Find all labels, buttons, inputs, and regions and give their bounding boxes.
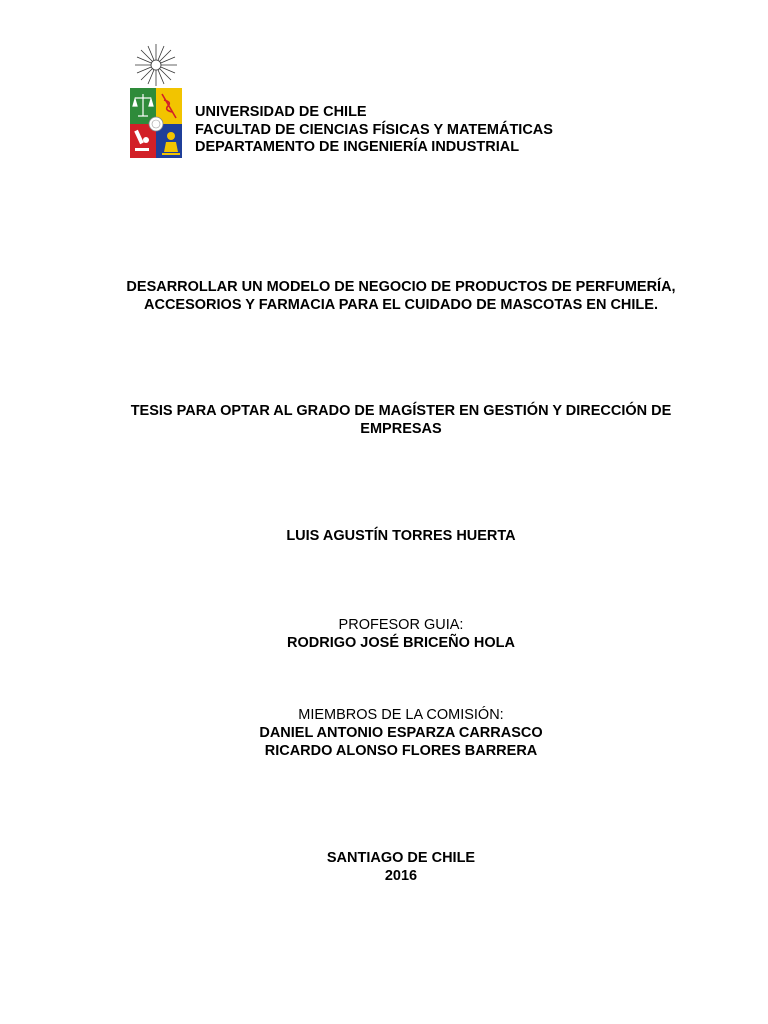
thesis-title: [0, 278, 768, 314]
committee-member: RICARDO ALONSO FLORES BARRERA: [264, 743, 538, 759]
degree-line-2: EMPRESAS: [360, 421, 442, 437]
committee-label: MIEMBROS DE LA COMISIÓN:: [298, 707, 504, 723]
author-name: LUIS AGUSTÍN TORRES HUERTA: [286, 528, 516, 544]
university-name: UNIVERSIDAD DE CHILE: [195, 104, 367, 120]
committee-section: [0, 706, 768, 760]
advisor-label: PROFESOR GUIA:: [338, 617, 464, 633]
thesis-title-line-1: DESARROLLAR UN MODELO DE NEGOCIO DE PRODUCTOS DE PERFUMERÍA,: [126, 279, 676, 295]
committee-member: DANIEL ANTONIO ESPARZA CARRASCO: [259, 725, 543, 741]
year: 2016: [384, 868, 418, 884]
faculty-name: FACULTAD DE CIENCIAS FÍSICAS Y MATEMÁTICAS: [195, 121, 553, 138]
university-of-chile-coat-of-arms-icon: [128, 42, 184, 160]
degree-line-1: TESIS PARA OPTAR AL GRADO DE MAGÍSTER EN GESTIÓN Y DIRECCIÓN DE: [130, 403, 672, 419]
institution-header: [195, 104, 553, 157]
city: SANTIAGO DE CHILE: [326, 850, 476, 866]
footer-section: [0, 849, 768, 885]
department-name: DEPARTAMENTO DE INGENIERÍA INDUSTRIAL: [195, 139, 520, 155]
degree-statement: [0, 402, 768, 438]
thesis-title-line-2: ACCESORIOS Y FARMACIA PARA EL CUIDADO DE MASCOTAS EN CHILE.: [144, 297, 658, 313]
advisor-section: [0, 616, 768, 652]
advisor-name: RODRIGO JOSÉ BRICEÑO HOLA: [287, 635, 515, 651]
